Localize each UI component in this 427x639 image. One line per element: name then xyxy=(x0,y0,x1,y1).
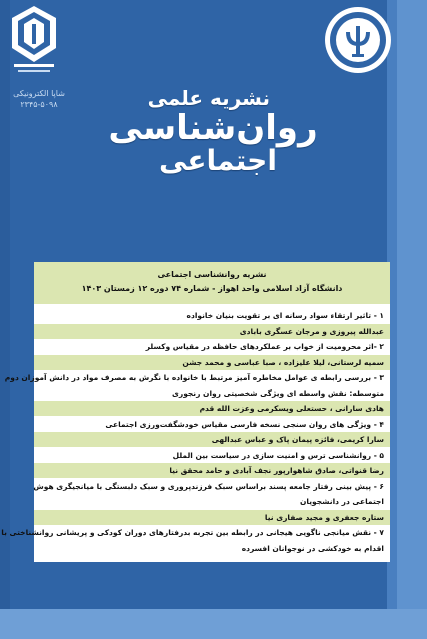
article-authors: سمیه لرستانی، لیلا علیزاده ، صبا عباسی و محمد جشن xyxy=(182,357,384,367)
article-title-row xyxy=(34,339,390,354)
contents-header xyxy=(34,262,390,304)
article-authors: هادی سارانی ، حستعلی ویسکرمی وعزت الله قدم xyxy=(199,404,384,413)
article-authors: عبدالله پیروزی و مرجان عسگری بابادی xyxy=(239,326,384,336)
article-title-row xyxy=(34,479,390,494)
article-authors-row xyxy=(34,401,390,416)
article-authors-row xyxy=(34,324,390,339)
issn-text xyxy=(4,88,74,110)
article-title: ۷ - نقش میانجی ناگویی هیجانی در رابطه بین تجربه بدرفتارهای دوران کودکی و پریشانی روانشناختی با xyxy=(1,528,384,537)
bottom-band xyxy=(0,609,427,639)
article-authors-row xyxy=(34,355,390,370)
journal-title-line3: اجتماعی xyxy=(159,144,277,177)
issn-number: ۲۳۴۵-۵۰۹۸ xyxy=(20,100,58,109)
article-title-row xyxy=(1,525,390,540)
article-authors-row xyxy=(34,463,390,478)
university-logo-icon xyxy=(6,4,62,76)
article-title-row xyxy=(4,370,390,385)
article-authors: سارا کریمی، فائزه پیمان پاک و عباس عبدالهی xyxy=(211,435,384,444)
article-authors-row xyxy=(34,510,390,525)
psychology-seal-icon xyxy=(322,4,394,76)
article-title: ۶ - پیش بینی رفتار جامعه پسند براساس سبک فرزندپروری و سبک دلبستگی با میانجیگری هوش xyxy=(33,481,384,491)
issn-label: شاپا الکترونیکی xyxy=(13,89,65,98)
journal-name: نشریه روانشناسی اجتماعی xyxy=(157,270,267,279)
article-title: متوسطه: نقش واسطه ای ویژگی شخصیتی روان رنجوری xyxy=(172,388,384,398)
article-authors: ستاره جعفری و مجید صفاری نیا xyxy=(264,512,384,522)
article-title-row xyxy=(34,417,390,432)
journal-title-line1: نشریه علمی xyxy=(147,86,270,110)
right-outer-stripe xyxy=(397,0,427,639)
issue-info: دانشگاه آزاد اسلامی واحد اهواز - شماره ۷۴ دوره ۱۲ زمستان ۱۴۰۳ xyxy=(81,284,343,293)
article-title-row xyxy=(34,541,390,556)
article-title: ۴ - ویژگی های روان سنجی نسخه فارسی مقیاس خودشگفت‌ورزی اجتماعی xyxy=(105,419,384,429)
article-title: ۱ - تاثیر ارتقاء سواد رسانه ای بر تقویت بنیان خانواده xyxy=(186,311,384,320)
article-title-row xyxy=(34,308,390,323)
article-title: اقدام به خودکشی در نوجوانان افسرده xyxy=(241,543,384,553)
article-title-row xyxy=(34,494,390,509)
article-title-row xyxy=(34,448,390,463)
journal-title-line2: روان‌شناسی xyxy=(108,108,318,148)
article-title: ۵ - روانشناسی ترس و امنیت سازی در سیاست بین الملل xyxy=(172,450,384,460)
article-title-row xyxy=(34,386,390,401)
article-authors: رضا قنواتی، صادق شاهوارپور نجف آبادی و حامد محقق نیا xyxy=(169,466,384,475)
article-title: اجتماعی در دانشجویان xyxy=(300,497,384,506)
article-title: ۳ - بررسی رابطه ی عوامل مخاطره آمیز مرتبط با خانواده با نگرش به مصرف مواد در دانش آموزان دوم xyxy=(4,373,384,382)
contents-panel xyxy=(1,262,390,562)
article-title: ۲ -اثر محرومیت از خواب بر عملکردهای حافظه در مقیاس وکسلر xyxy=(145,342,384,351)
article-authors-row xyxy=(34,432,390,447)
